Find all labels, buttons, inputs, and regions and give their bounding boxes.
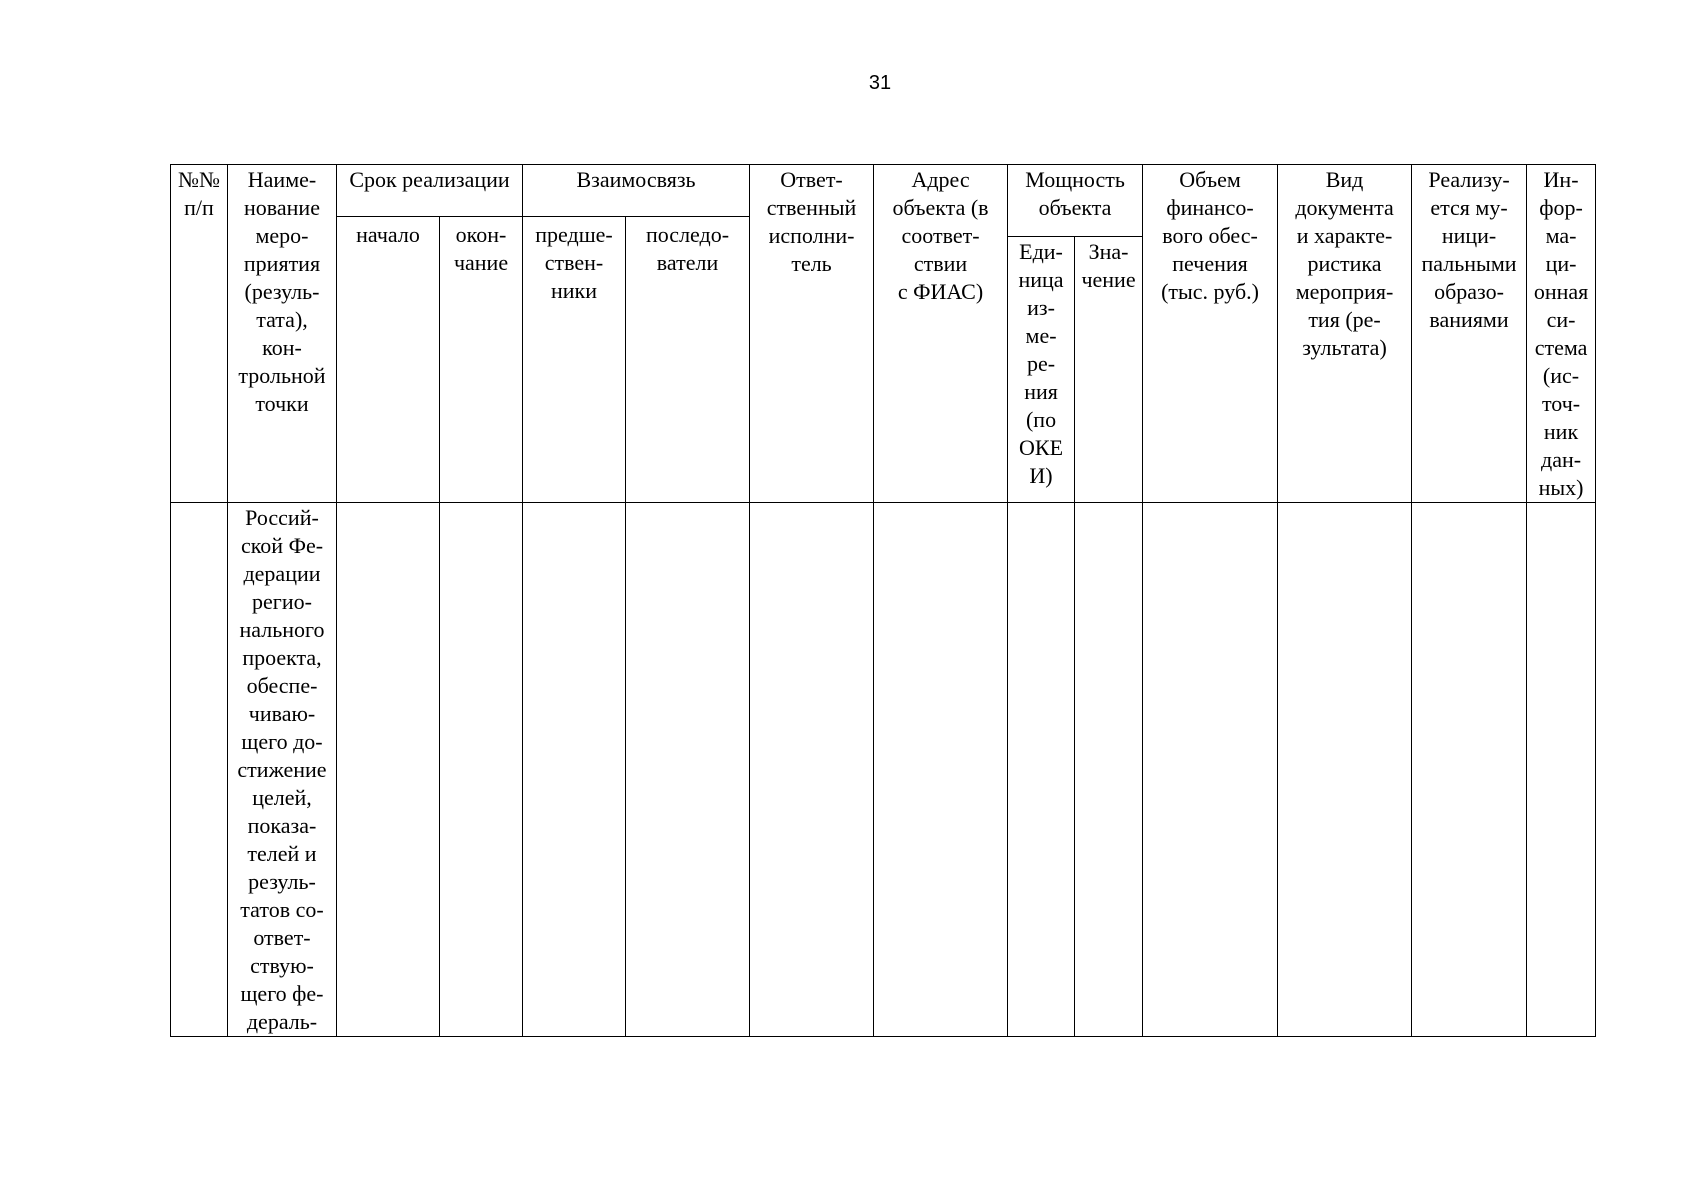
cell-funding bbox=[1143, 503, 1278, 1037]
header-successors: последо- ватели bbox=[626, 217, 750, 503]
header-period-start: начало bbox=[337, 217, 440, 503]
cell-predecessors bbox=[523, 503, 626, 1037]
header-row-1 bbox=[171, 165, 1596, 217]
cell-address bbox=[874, 503, 1008, 1037]
project-table bbox=[170, 164, 1596, 1037]
cell-capacity-unit bbox=[1008, 503, 1075, 1037]
header-capacity: Мощность объекта bbox=[1008, 165, 1143, 237]
cell-name: Россий- ской Фе- дерации регио- нального проекта, обеспе- чиваю- щего до- стижение целей, показа- телей и резуль- татов со- ответ- ствую- щего фе- дераль- bbox=[228, 503, 337, 1037]
cell-capacity-value bbox=[1075, 503, 1143, 1037]
header-name: Наиме- нование меро- приятия (резуль- тата), кон- трольной точки bbox=[228, 165, 337, 503]
cell-responsible bbox=[750, 503, 874, 1037]
cell-doc-type bbox=[1278, 503, 1412, 1037]
header-funding: Объем финансо- вого обес- печения (тыс. руб.) bbox=[1143, 165, 1278, 503]
cell-period-start bbox=[337, 503, 440, 1037]
table-row bbox=[171, 503, 1596, 1037]
header-responsible: Ответ- ственный исполни- тель bbox=[750, 165, 874, 503]
header-capacity-unit: Еди- ница из- ме- ре- ния (по ОКЕ И) bbox=[1008, 237, 1075, 503]
cell-num bbox=[171, 503, 228, 1037]
cell-municipal bbox=[1412, 503, 1527, 1037]
header-num: №№ п/п bbox=[171, 165, 228, 503]
header-relation: Взаимосвязь bbox=[523, 165, 750, 217]
header-period: Срок реализации bbox=[337, 165, 523, 217]
cell-info-system bbox=[1527, 503, 1596, 1037]
header-capacity-value: Зна- чение bbox=[1075, 237, 1143, 503]
header-period-end: окон- чание bbox=[440, 217, 523, 503]
cell-successors bbox=[626, 503, 750, 1037]
header-doc-type: Вид документа и характе- ристика мероприя- тия (ре- зультата) bbox=[1278, 165, 1412, 503]
header-predecessors: предше- ствен- ники bbox=[523, 217, 626, 503]
header-info-system: Ин- фор- ма- ци- онная си- стема (ис- точ- ник дан- ных) bbox=[1527, 165, 1596, 503]
cell-period-end bbox=[440, 503, 523, 1037]
page-number: 31 bbox=[868, 72, 892, 94]
header-municipal: Реализу- ется му- ници- пальными образо- ваниями bbox=[1412, 165, 1527, 503]
header-address: Адрес объекта (в соответ- ствии с ФИАС) bbox=[874, 165, 1008, 503]
